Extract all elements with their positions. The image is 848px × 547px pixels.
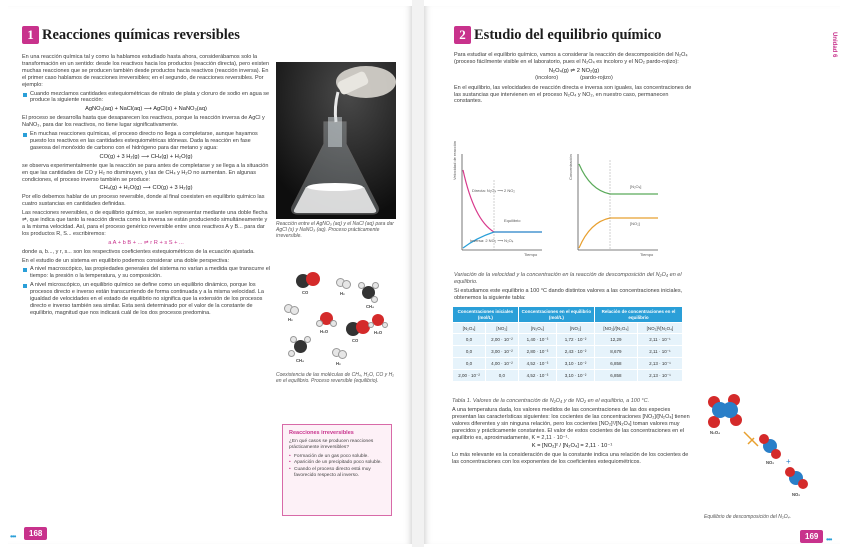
table-cell: 2,13 · 10⁻¹ [637,358,682,370]
equilibrium-constant-equation: K = [NO₂]² / [N₂O₄] = 2,11 · 10⁻¹ [531,443,613,450]
equation-4: a A + b B + ... ⇌ r R + s S + ... [108,239,184,246]
equation-2: CO(g) + 3 H₂(g) ⟶ CH₄(g) + H₂O(g) [99,153,193,160]
molecules-caption: Coexistencia de las moléculas de CH₄, H₂O, CO y H₂ en el equilibrio. Proceso reversible (equilibrio). [276,372,395,384]
photo-caption: Reacción entre el AgNO₃ (aq) y el NaCl (aq) para dar AgCl (s) y NaNO₃ (aq). Proceso prácticamente irreversible. [276,221,394,239]
table-cell: 8,679 [595,346,638,358]
graph-text [454,272,694,304]
section-number: 2 [454,26,471,44]
table-row [453,370,683,382]
table-subheader: [NO₂] [557,323,595,334]
reddish-label: (pardo-rojizo) [580,74,613,81]
bullet-1: Cuando mezclamos cantidades estequiométricas de nitrato de plata y cloruro de sodio en agua se produce la siguiente reacción: [22,91,270,105]
paragraph-3: se observa experimentalmente que la reacción se para antes de completarse y se llega a la situación en que las cantidades de CO y H₂ no disminuyen, y las de CH₄ y H₂O no aumentan. En algunas condiciones, el proceso inverso también se produce: [22,162,269,183]
page-number-right: 169 [800,530,823,543]
table-cell: 12,29 [595,334,638,346]
paragraph-2: El proceso se desarrolla hasta que desaparecen los reactivos, porque la reacción inversa de AgCl y NaNO₃, para dar los reactivos, no tiene lugar significativamente. [22,115,265,129]
table-cell: 1,40 · 10⁻³ [518,334,556,346]
colorless-label: (incoloro) [535,74,559,81]
no2-curve [579,218,658,248]
molecule-label: H₂ [340,291,345,296]
hydrogen-atom [288,350,295,357]
table-subheader: [N₂O₄] [453,323,486,334]
box-question: ¿En qué casos se producen reacciones prácticamente irreversibles? [289,439,374,450]
equilibrium-arrow [744,432,758,446]
irreversible-reactions-box [282,424,392,516]
hydrogen-atom [371,296,378,303]
paragraph-4: Lo más relevante es la consideración de que la constante indica una relación de los cocientes de las concentraciones con los exponentes de los coeficientes estequiométricos. [452,452,689,466]
table-cell: 0,0 [453,346,486,358]
n2o4-label: [N₂O₄] [630,184,642,189]
main-equation: N₂O₄(g) ⇌ 2 NO₂(g) [548,67,600,74]
oxygen-atom [708,416,720,428]
table-cell: 0,0 [453,334,486,346]
right-intro-text [454,52,694,107]
page-number-left: 168 [24,527,47,540]
bullet-4: A nivel microscópico, un equilibrio químico se define como un equilibrio dinámico, porque los procesos directo e inverso están transcurriendo de forma continuada y a la misma velocidad. La igualdad de velocidades en el estado de equilibrio no significa que la extensión de los procesos directo e inverso también sea similar. Esta será determinado por el valor de la constante de equilibrio, magnitud que nos indicará cuál de los dos procesos predomina. [22,282,270,317]
paragraph-5: Las reacciones reversibles, o de equilibrio químico, se suelen representar mediante una doble flecha ⇌, que indica que tanto la reacción directa como la inversa se están produciendo simultáneamente y a la misma velocidad. Así, para el proceso genérico reversible entre unos reactivos A y B... para dar los productos R, S... escribiremos: [22,210,268,237]
table-subheader-row [453,323,683,334]
rate-graph [452,140,544,262]
section-number: 1 [22,26,39,44]
conc-y-label: Concentración [568,154,573,180]
molecule-label: CO [352,338,359,343]
paragraph-6: donde a, b..., y r, s... son los respectivos coeficientes estequiométricos de la ecuación ajustada. [22,248,255,255]
table-cell: 3,10 · 10⁻² [557,370,595,382]
molecule-label: H₂O [320,329,329,334]
hydrogen-atom [368,322,374,328]
conc-x-label: Tiempo [640,252,654,257]
bullet-3: A nivel macroscópico, las propiedades generales del sistema no varían a medida que transcurre el tiempo: la presión o la temperatura, y su composición. [22,266,270,280]
table-caption: Tabla 1. Valores de la concentración de N₂O₄ y de NO₂ en el equilibrio, a 100 °C. [452,398,650,404]
lower-right-text [452,398,692,468]
box-item: • Aparición de un precipitado poco soluble. [289,460,385,466]
direct-label: Directa: N₂O₄ ⟶ 2 NO₂ [472,188,515,193]
section-title-2 [454,26,661,44]
no2-label: [NO₂] [630,221,640,226]
flask-illustration [276,62,396,219]
oxygen-atom [771,449,781,459]
left-page [8,6,412,544]
direct-rate-curve [463,170,542,232]
table-subheader: [NO₂]/[N₂O₄] [595,323,638,334]
table-cell: 6,858 [595,370,638,382]
oxygen-atom [306,272,320,286]
molecule-label: H₂ [288,317,293,322]
equilibrium-label: Equilibrio [504,218,521,223]
oxygen-atom [785,467,795,477]
equilibrium-table [452,306,683,382]
table-header-row [453,307,683,323]
table-cell: 2,13 · 10⁻¹ [637,370,682,382]
table-row [453,346,683,358]
section-title-1 [22,26,240,44]
paragraph-2: Si estudiamos este equilibrio a 100 °C dando distintos valores a las concentraciones iniciales, obtenemos la siguiente tabla: [454,287,683,301]
hydrogen-atom [358,282,365,289]
paragraph-7: En el estudio de un sistema en equilibrio podemos considerar una doble perspectiva: [22,257,229,264]
molecule-label: CH₄ [296,358,305,363]
hydrogen-atom [372,282,379,289]
table-cell: 1,72 · 10⁻² [557,334,595,346]
left-column-text [22,54,270,319]
rate-y-label: Velocidad de reacción [452,140,457,180]
decorative-dots: ••• [826,535,832,544]
decorative-dots: ••• [10,532,16,541]
table-cell: 0,0 [486,370,519,382]
table-row [453,358,683,370]
equation-1: AgNO₃(aq) + NaCl(aq) ⟶ AgCl(s) + NaNO₃(aq) [85,106,207,113]
concentration-graph-svg [570,150,660,262]
hydrogen-atom [290,336,297,343]
n2o4-svg [704,392,822,510]
paragraph-4: Por ello debemos hablar de un proceso reversible, donde al final coexisten en equilibrio químico las cuatro sustancias en cantidades definidas. [22,194,265,208]
table-cell: 2,43 · 10⁻² [557,346,595,358]
intro-paragraph: Para estudiar el equilibrio químico, vamos a considerar la reacción de descomposición del N₂O₄ (proceso fácilmente visible en el laboratorio, pues el N₂O₄ es incoloro y el NO₂ pardo-rojizo): [454,52,688,65]
table-cell: 4,00 · 10⁻² [486,358,519,370]
molecule-label: H₂O [374,330,383,335]
box-item: • Formación de un gas poco soluble. [289,454,385,460]
box-item: • Cuando el proceso directo está muy favorecido respecto al inverso. [289,467,385,479]
table-cell: 0,0 [453,358,486,370]
table-header: Relación de concentraciones en el equilibrio [595,307,683,323]
hydrogen-atom [342,280,351,289]
table-subheader: [NO₂]²/[N₂O₄] [637,323,682,334]
oxygen-atom [798,479,808,489]
molecules-illustration [276,268,396,368]
table-cell: 4,52 · 10⁻³ [518,358,556,370]
no2-label: NO₂ [792,492,801,497]
section-title-text: Reacciones químicas reversibles [42,26,240,43]
table-header: Concentraciones iniciales (mol/L) [453,307,519,323]
box-title: Reacciones irreversibles [289,430,354,436]
concentration-graph [570,150,660,262]
intro-paragraph: En una reacción química tal y como la hablamos estudiado hasta ahora, considerábamos solo la transformación en un sentido: desde los reactivos hacia los productos (reacción directa), pero existen muchas reacciones que se producen también desde productos hacia reactivos (reacción inversa). En el primer caso hablamos de reacciones irreversibles; en el segundo, de reacciones reversibles. Por ejemplo: [22,54,270,88]
n2o4-molecule-illustration [704,392,822,510]
bullet-2: En muchas reacciones químicas, el proceso directo no llega a completarse, aunque hayamos puesto los reactivos en las cantidades estequiométricas idóneas. Dada la reacción en fase gaseosa del monóxido de carbono con el hidrógeno para dar metano y agua: [22,131,270,152]
molecule-label: H₂ [336,361,341,366]
molecule-label: CO [302,290,309,295]
n2o4-curve [579,164,658,194]
box-list [289,454,385,479]
no2-label: NO₂ [766,460,775,465]
table-row [453,334,683,346]
nitrogen-atom [722,402,738,418]
oxygen-atom [759,434,769,444]
section-title-text: Estudio del equilibrio químico [474,26,662,43]
table-cell: 6,858 [595,358,638,370]
hydrogen-atom [330,320,337,327]
equation-3: CH₄(g) + H₂O(g) ⟶ CO(g) + 3 H₂(g) [99,185,193,192]
molecule-caption: Equilibrio de descomposición del N₂O₄. [704,514,792,520]
table-subheader: [NO₂] [486,323,519,334]
table-cell: 2,11 · 10⁻¹ [637,334,682,346]
rate-graph-svg [454,150,544,262]
n2o4-label: N₂O₄ [710,430,721,435]
table-cell: 2,11 · 10⁻¹ [637,346,682,358]
table-cell: 2,00 · 10⁻² [486,334,519,346]
inverse-label: Inversa: 2 NO₂ ⟶ N₂O₄ [470,238,514,243]
paragraph-3: A una temperatura dada, los valores medidos de las concentraciones de las dos especies presentan las características siguientes: los cocientes de las concentraciones [NO₂]/[N₂O₄] tienen valores diferentes y sin ninguna relación, pero los cocientes [NO₂]²/[N₂O₄] toman valores muy parecidos y prácticamente constantes. El valor de estos cocientes de las concentraciones en el equilibrio es, aproximadamente, K = 2,11 · 10⁻¹. [452,406,690,441]
equation-labels [454,75,694,82]
hydrogen-atom [338,350,347,359]
plus-sign: + [786,457,791,466]
book-gutter [412,0,424,547]
molecule-label: CH₄ [366,304,375,309]
table-cell: 4,52 · 10⁻³ [518,370,556,382]
table-cell: 3,00 · 10⁻² [486,346,519,358]
hydrogen-atom [382,322,388,328]
rate-x-label: Tiempo [524,252,538,257]
table-cell: 2,80 · 10⁻³ [518,346,556,358]
hydrogen-atom [304,336,311,343]
paragraph-1: En el equilibrio, las velocidades de reacción directa e inversa son iguales, las concentraciones de las sustancias que intervienen en el proceso N₂O₄ y NO₂, en nuestro caso, permanecen constantes. [454,84,692,105]
hydrogen-atom [290,306,299,315]
graph-caption: Variación de la velocidad y la concentración en la reacción de descomposición del N₂O₄ en el equilibrio. [454,272,682,285]
table-cell: 3,10 · 10⁻² [557,358,595,370]
flask-photo [276,62,396,219]
unit-tab: Unidad 6 [831,32,837,58]
table-subheader: [N₂O₄] [518,323,556,334]
hydrogen-atom [316,320,323,327]
table-cell: 2,00 · 10⁻² [453,370,486,382]
table-header: Concentraciones en el equilibrio (mol/L) [518,307,594,323]
